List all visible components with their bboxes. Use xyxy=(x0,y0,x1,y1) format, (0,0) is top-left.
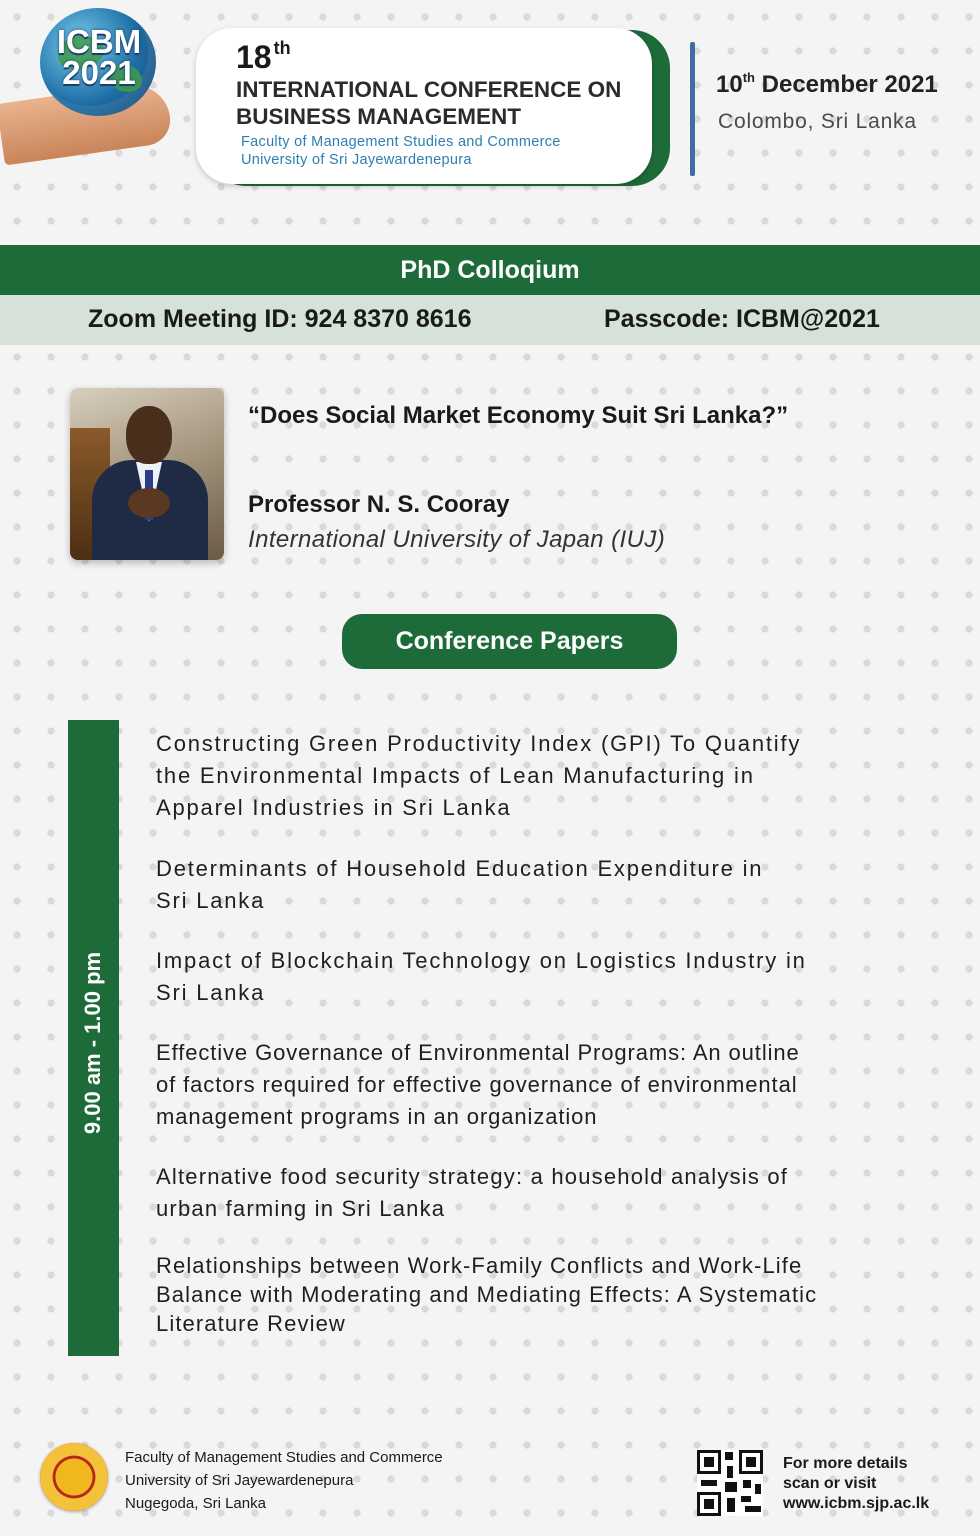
paper-line: Constructing Green Productivity Index (GPI) To Quantify xyxy=(156,731,802,756)
paper-item xyxy=(156,728,896,824)
edition-number: 18 xyxy=(236,39,272,75)
conference-faculty xyxy=(241,133,661,169)
paper-item xyxy=(156,945,896,1009)
date-suffix: th xyxy=(742,70,755,85)
paper-line: urban farming in Sri Lanka xyxy=(156,1196,446,1221)
paper-line: Sri Lanka xyxy=(156,888,266,913)
conference-title-line2: BUSINESS MANAGEMENT xyxy=(236,104,522,129)
conference-title xyxy=(236,76,656,130)
paper-line: Determinants of Household Education Expenditure in xyxy=(156,856,764,881)
paper-line: Relationships between Work-Family Conflicts and Work-Life xyxy=(156,1253,803,1278)
session-time: 9.00 am - 1.00 pm xyxy=(80,951,105,1135)
faculty-line1: Faculty of Management Studies and Commerce xyxy=(241,134,561,150)
faculty-line2: University of Sri Jayewardenepura xyxy=(241,152,472,168)
speaker-photo xyxy=(70,388,224,560)
paper-line: Literature Review xyxy=(156,1311,346,1336)
session-title: PhD Colloqium xyxy=(0,245,980,295)
header-divider xyxy=(690,42,695,176)
paper-line: Balance with Moderating and Mediating Effects: A Systematic xyxy=(156,1282,818,1307)
event-date xyxy=(716,70,938,99)
paper-line: Apparel Industries in Sri Lanka xyxy=(156,795,512,820)
footer-line1: Faculty of Management Studies and Commerce xyxy=(125,1449,443,1466)
event-place: Colombo, Sri Lanka xyxy=(718,110,917,133)
paper-line: the Environmental Impacts of Lean Manufacturing in xyxy=(156,763,755,788)
zoom-meeting-id: Zoom Meeting ID: 924 8370 8616 xyxy=(88,305,472,333)
keynote-title: “Does Social Market Economy Suit Sri Lanka?” xyxy=(248,402,789,429)
paper-item xyxy=(156,1251,896,1338)
qr-code-icon[interactable] xyxy=(697,1450,763,1516)
conference-papers-heading: Conference Papers xyxy=(342,614,677,669)
logo-text-line1: ICBM xyxy=(56,23,142,60)
footer-line2: University of Sri Jayewardenepura xyxy=(125,1472,354,1489)
more-details-line2: scan or visit xyxy=(783,1475,877,1492)
footer-address xyxy=(125,1446,443,1515)
paper-line: of factors required for effective governance of environmental xyxy=(156,1072,798,1097)
university-seal-icon xyxy=(40,1443,108,1511)
edition-suffix: th xyxy=(273,38,291,58)
edition-label xyxy=(236,38,291,76)
paper-item xyxy=(156,1161,896,1225)
website-link[interactable]: www.icbm.sjp.ac.lk xyxy=(783,1495,930,1512)
paper-line: Sri Lanka xyxy=(156,980,266,1005)
conference-title-line1: INTERNATIONAL CONFERENCE ON xyxy=(236,77,622,102)
paper-line: management programs in an organization xyxy=(156,1104,598,1129)
paper-line: Effective Governance of Environmental Programs: An outline xyxy=(156,1040,800,1065)
paper-item xyxy=(156,853,896,917)
more-details-line1: For more details xyxy=(783,1455,908,1472)
date-day: 10 xyxy=(716,71,743,98)
more-details xyxy=(783,1454,929,1514)
zoom-passcode: Passcode: ICBM@2021 xyxy=(604,305,880,333)
paper-line: Alternative food security strategy: a household analysis of xyxy=(156,1164,789,1189)
date-rest: December 2021 xyxy=(761,71,938,98)
paper-line: Impact of Blockchain Technology on Logistics Industry in xyxy=(156,948,807,973)
logo-text-line2: 2021 xyxy=(62,54,136,91)
footer-line3: Nugegoda, Sri Lanka xyxy=(125,1495,266,1512)
logo-text xyxy=(44,23,154,91)
paper-item xyxy=(156,1037,896,1133)
speaker-affiliation: International University of Japan (IUJ) xyxy=(248,526,666,553)
speaker-name: Professor N. S. Cooray xyxy=(248,491,510,518)
